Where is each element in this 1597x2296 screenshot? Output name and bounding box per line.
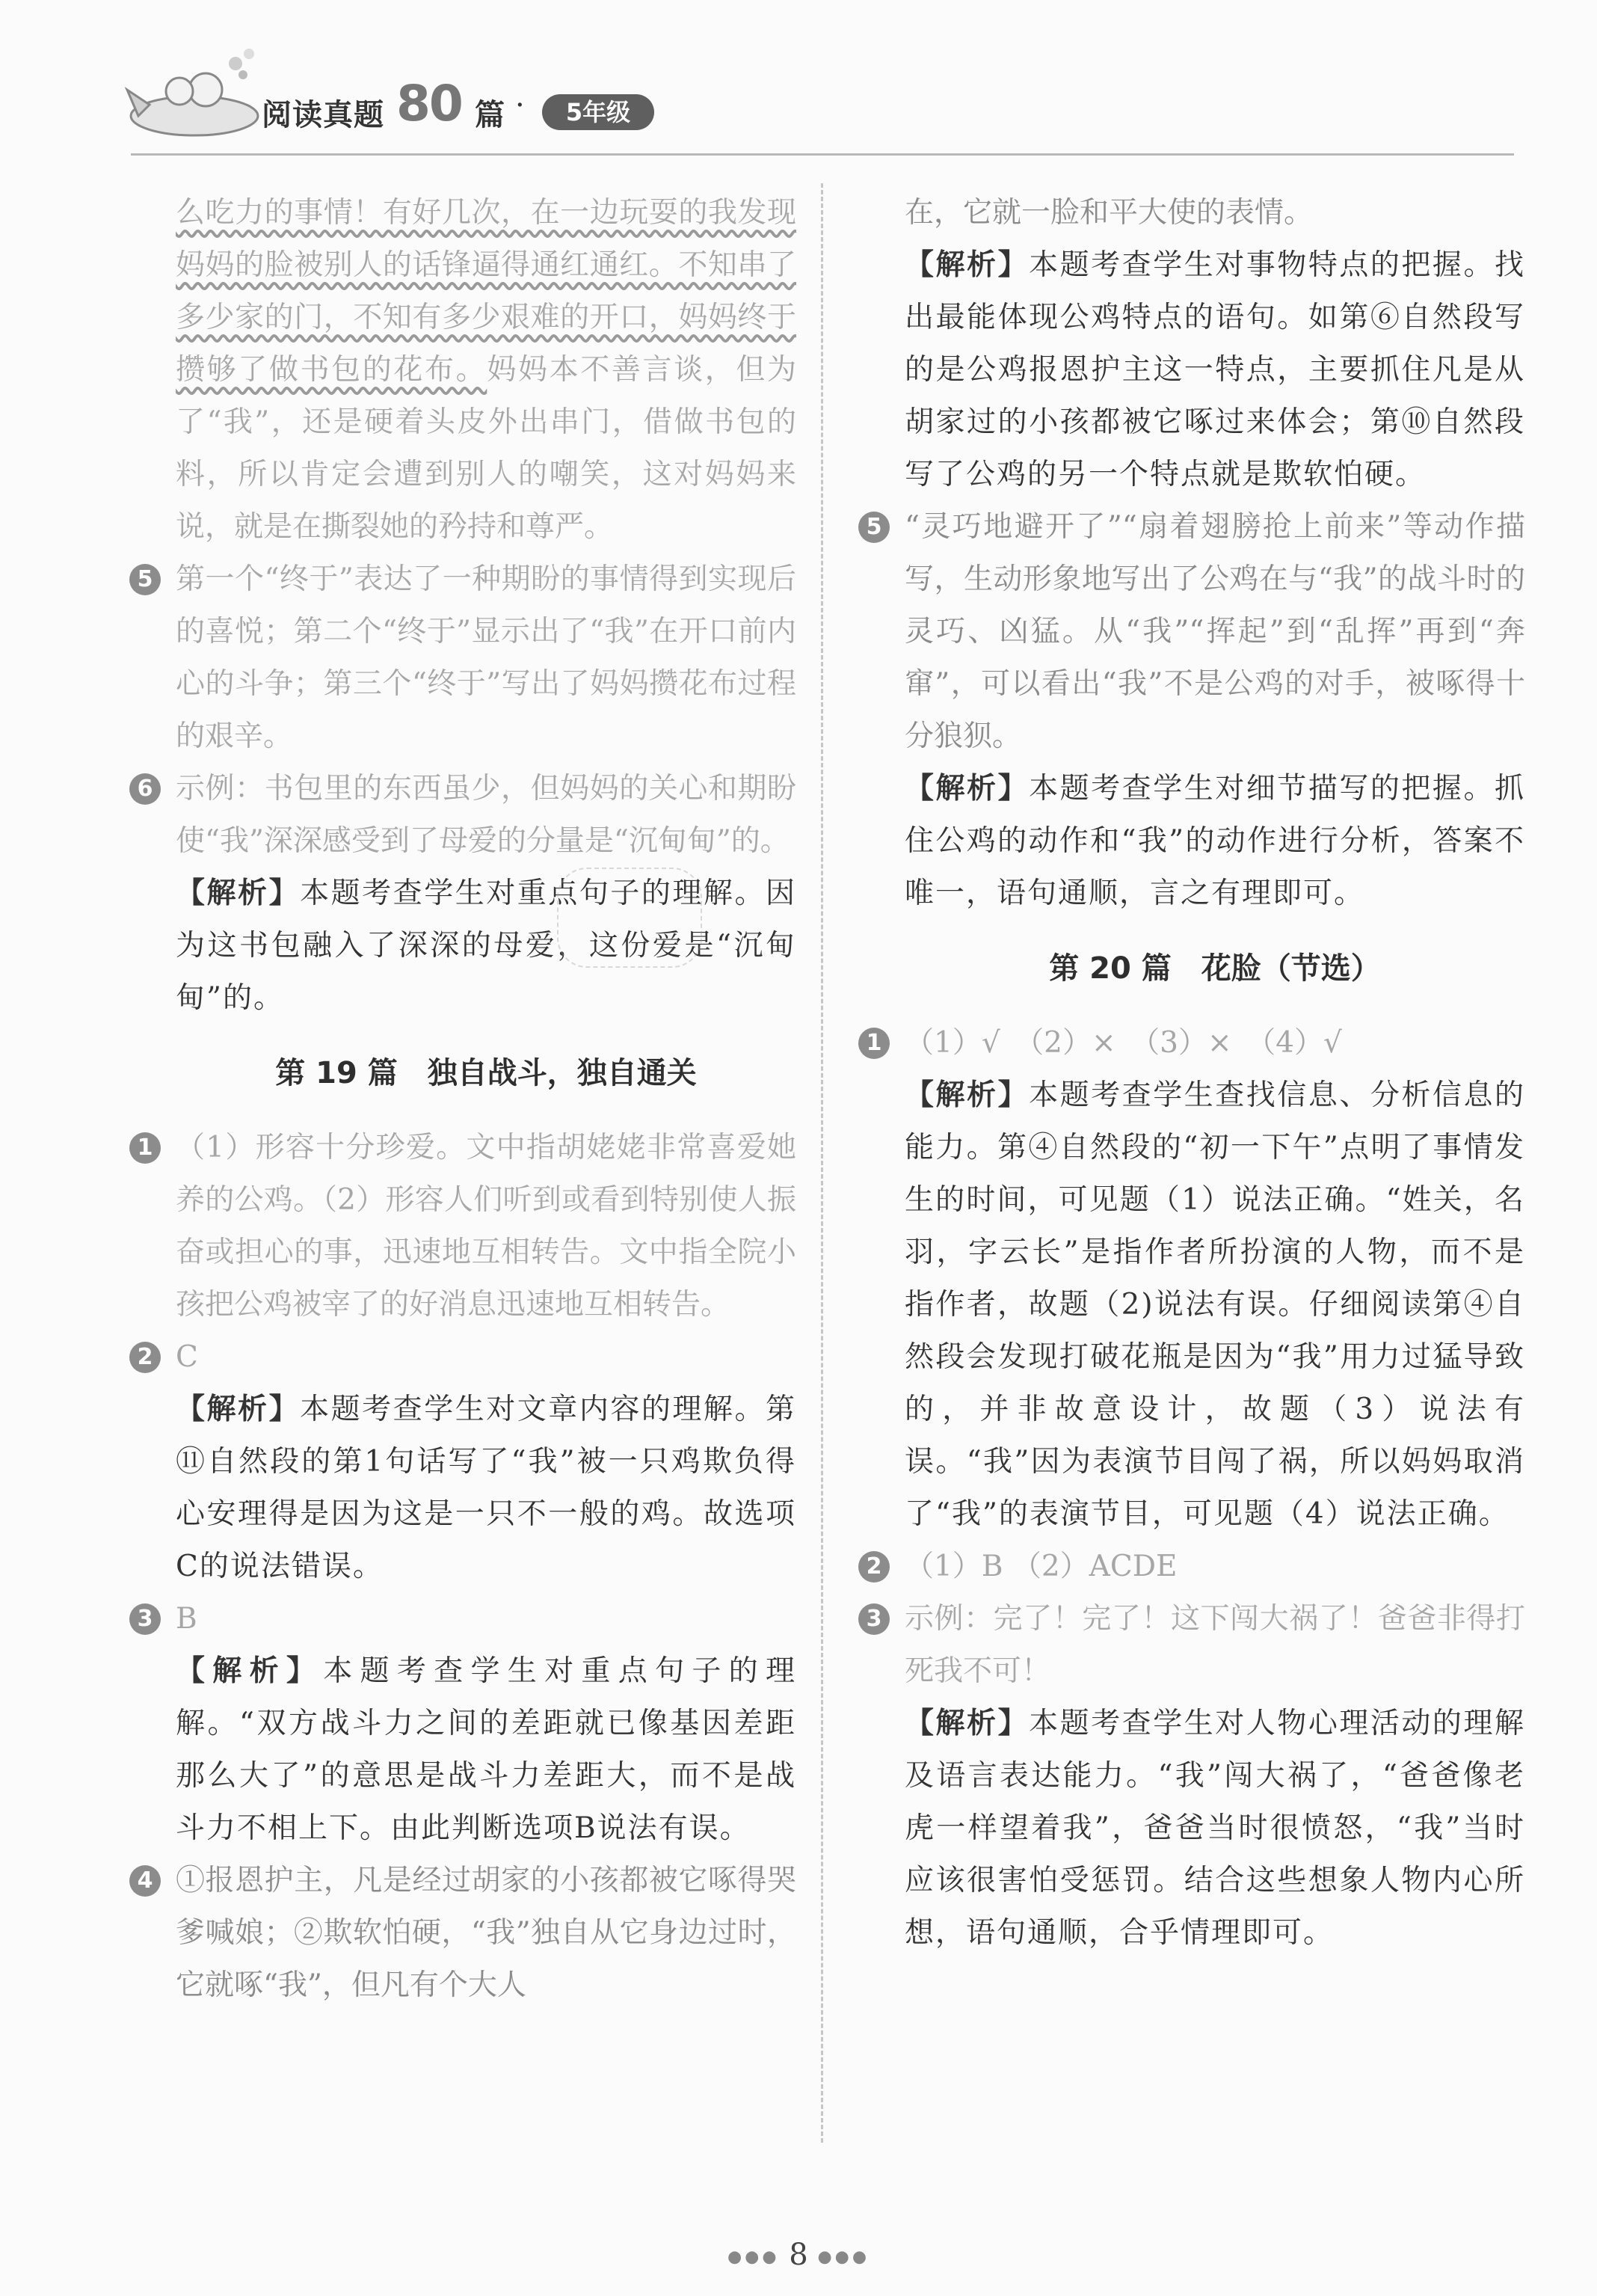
airplane-logo-icon [123,45,265,150]
explanation-label: 【解析】 [905,1707,1030,1740]
explanation-label: 【解析】 [905,772,1030,805]
explanation-label: 【解析】 [176,877,301,910]
answer-text: C [176,1340,198,1374]
answer-item [137,1122,796,1331]
explanation-text: 本题考查学生对重点句子的理解。“双方战斗力之间的差距就已像基因差距那么大了”的意思是战斗力差距大，而不是战斗力不相上下。由此判断选项B说法有误。 [176,1654,796,1845]
footer-dots-left: ●●● [727,2247,780,2267]
answer-item [866,501,1525,763]
answer-text: （1）B （2）ACDE [905,1550,1178,1583]
answer-item [866,1593,1525,1698]
left-column [137,187,796,2012]
section-title: 第 19 篇 独自战斗，独自通关 [275,1056,697,1090]
question-number-badge: 3 [129,1603,161,1635]
footer-dots-right: ●●● [817,2247,870,2267]
book-number: 80 [396,75,462,132]
explanation [905,1069,1525,1541]
explanation [176,1645,796,1855]
right-column [866,187,1525,1959]
explanation-label: 【解析】 [905,248,1030,282]
page-header [123,30,1529,157]
question-number-badge: 1 [858,1028,890,1059]
underlined-passage: 么吃力的事情！有好几次，在一边玩耍的我发现妈妈的脸被别人的话锋逼得通红通红。不知串了多少家的门，不知有多少艰难的开口，妈妈终于攒够了做书包的花布。 [176,196,796,387]
header-rule [131,153,1514,156]
answer-item [866,1017,1525,1069]
explanation-label: 【解析】 [176,1654,324,1688]
explanation-text: 本题考查学生对文章内容的理解。第⑪自然段的第1句话写了“我”被一只鸡欺负得心安理得是因为这是一只不一般的鸡。故选项C的说法错误。 [176,1393,796,1583]
answer-item [137,1593,796,1645]
book-title: 阅读真题 [262,98,384,132]
question-number-badge: 5 [129,564,161,595]
page-footer [0,2238,1597,2272]
section-title: 第 20 篇 花脸（节选） [1049,951,1381,986]
explanation [905,1698,1525,1959]
answer-text: 第一个“终于”表达了一种期盼的事情得到实现后的喜悦；第二个“终于”显示出了“我”在开口前内心的斗争；第三个“终于”写出了妈妈攒花布过程的艰辛。 [176,562,796,753]
explanation [176,1384,796,1593]
question-number-badge: 3 [858,1603,890,1635]
explanation-label: 【解析】 [905,1078,1030,1112]
answer-text: B [176,1602,197,1636]
explanation-text: 本题考查学生对事物特点的把握。找出最能体现公鸡特点的语句。如第⑥自然段写的是公鸡报恩护主这一特点，主要抓住凡是从胡家过的小孩都被它啄过来体会；第⑩自然段写了公鸡的另一个特点就是欺软怕硬。 [905,248,1525,491]
answer-continuation [176,187,796,553]
book-suffix: 篇 [475,98,505,132]
answer-item [137,553,796,763]
answer-text: 示例：完了！完了！这下闯大祸了！爸爸非得打死我不可！ [905,1602,1525,1688]
question-number-badge: 1 [129,1132,161,1164]
answer-item [137,1855,796,2012]
answer-item [137,763,796,868]
grade-badge: 5年级 [542,94,654,130]
question-number-badge: 4 [129,1865,161,1897]
question-number-badge: 2 [129,1342,161,1373]
explanation-label: 【解析】 [176,1393,301,1426]
answer-item [137,1331,796,1384]
explanation [176,868,796,1025]
explanation-text: 本题考查学生对人物心理活动的理解及语言表达能力。“我”闯大祸了，“爸爸像老虎一样望着我”，爸爸当时很愤怒，“我”当时应该很害怕受惩罚。结合这些想象人物内心所想，语句通顺，合乎情理即可。 [905,1707,1525,1950]
answer-text: ①报恩护主，凡是经过胡家的小孩都被它啄得哭爹喊娘；②欺软怕硬，“我”独自从它身边过时，它就啄“我”，但凡有个大人 [176,1864,796,2002]
answer-item [866,1541,1525,1593]
explanation-text: 本题考查学生查找信息、分析信息的能力。第④自然段的“初一下午”点明了事情发生的时间，可见题（1）说法正确。“姓关，名羽，字云长”是指作者所扮演的人物，而不是指作者，故题（2)说法有误。仔细阅读第④自然段会发现打破花瓶是因为“我”用力过猛导致的，并非故意设计，故题（3）说法有误。“我”因为表演节目闯了祸，所以妈妈取消了“我”的表演节目，可见题（4）说法正确。 [905,1078,1525,1531]
explanation [905,763,1525,920]
title-separator: · [515,88,525,123]
explanation-text: 本题考查学生对细节描写的把握。抓住公鸡的动作和“我”的动作进行分析，答案不唯一，语句通顺，言之有理即可。 [905,772,1525,910]
answer-continuation: 在，它就一脸和平大使的表情。 [905,196,1314,230]
answer-text: （1）√ （2）× （3）× （4）√ [905,1026,1342,1060]
watermark-stamp [557,868,702,968]
passage-note: 妈妈本不善言谈，但为了“我”，还是硬着头皮外出串门，借做书包的料，所以肯定会遭到别人的嘲笑，这对妈妈来说，就是在撕裂她的矜持和尊严。 [176,353,796,544]
question-number-badge: 5 [858,512,890,543]
answer-text: “灵巧地避开了”“扇着翅膀抢上前来”等动作描写，生动形象地写出了公鸡在与“我”的战斗时的灵巧、凶猛。从“我”“挥起”到“乱挥”再到“奔窜”，可以看出“我”不是公鸡的对手，被啄得十分狼狈。 [905,510,1525,753]
page-number: 8 [789,2238,808,2272]
answer-text: （1）形容十分珍爱。文中指胡姥姥非常喜爱她养的公鸡。（2）形容人们听到或看到特别使人振奋或担心的事，迅速地互相转告。文中指全院小孩把公鸡被宰了的好消息迅速地互相转告。 [176,1131,796,1322]
explanation-text: 本题考查学生对重点句子的理解。因为这书包融入了深深的母爱，这份爱是“沉甸甸”的。 [176,877,796,1015]
answer-text: 示例：书包里的东西虽少，但妈妈的关心和期盼使“我”深深感受到了母爱的分量是“沉甸甸”的。 [176,772,796,858]
question-number-badge: 2 [858,1551,890,1583]
explanation [905,239,1525,501]
question-number-badge: 6 [129,773,161,805]
column-divider [821,183,823,2143]
